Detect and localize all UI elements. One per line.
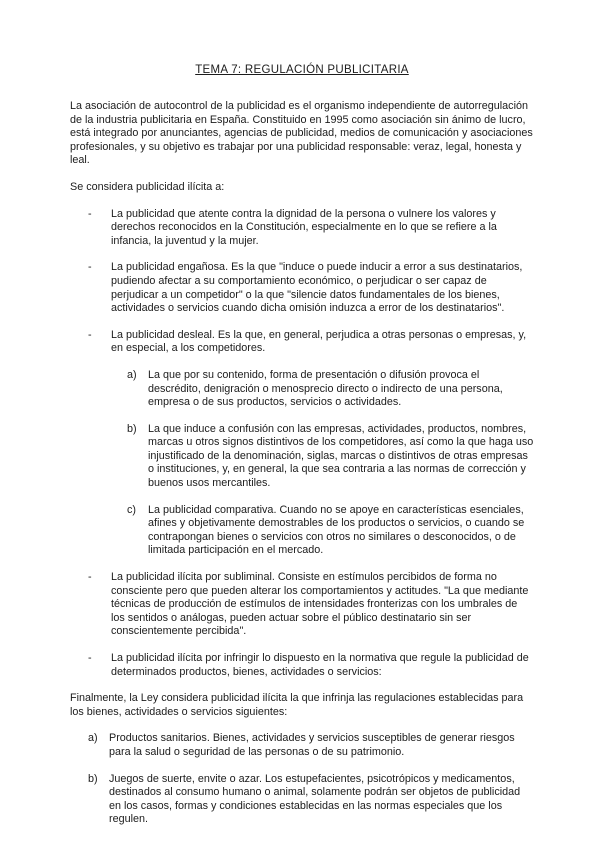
letter-marker: a) — [127, 368, 137, 381]
bottom-list-item-text: Productos sanitarios. Bienes, actividades y servicios susceptibles de generar riesgos para la salud o seguridad de las personas o de su patrimonio. — [109, 732, 515, 758]
sublist-item-text: La que por su contenido, forma de presentación o difusión provoca el descrédito, denigración o menosprecio directo o indirecto de una persona, empresa o de sus productos, servicios o actividades. — [148, 368, 503, 409]
bottom-list-item-text: Juegos de suerte, envite o azar. Los estupefacientes, psicotrópicos y medicamentos, destinados al consumo humano o animal, solamente podrán ser objetos de publicidad en los casos, formas y condiciones establecidas en las normas especiales que los regulen. — [109, 772, 521, 826]
considera-paragraph: Se considera publicidad ilícita a: — [70, 180, 225, 193]
list-item — [70, 571, 534, 639]
list-item-text: La publicidad ilícita por infringir lo dispuesto en la normativa que regule la publicidad de determinados productos, bienes, actividades o servicios: — [111, 652, 529, 678]
sublist-item-text: La que induce a confusión con las empresas, actividades, productos, nombres, marcas u otros signos distintivos de los competidores, así como la que haga uso injustificado de la denominación, siglas, marcas o distintivos de otras empresas o instituciones, y, en general, la que sea contraria a las normas de corrección y buenos usos mercantiles. — [148, 422, 534, 490]
letter-marker: c) — [127, 503, 136, 516]
dash-marker: - — [88, 261, 92, 274]
list-item-text: La publicidad desleal. Es la que, en general, perjudica a otras personas o empresas, y, en especial, a los competidores. — [111, 328, 527, 355]
list-item — [70, 208, 534, 249]
sublist-item — [70, 423, 534, 491]
sublist-item-text: La publicidad comparativa. Cuando no se apoye en características esenciales, afines y objetivamente demostrables de los productos o servicios, o cuando se contrapongan bienes o servicios con otros no similares o desconocidos, o de limitada participación en el mercado. — [148, 503, 525, 557]
dash-marker: - — [88, 207, 92, 220]
dash-marker: - — [88, 652, 92, 664]
page-title: TEMA 7: REGULACIÓN PUBLICITARIA — [195, 64, 409, 76]
list-item — [70, 261, 534, 315]
bottom-list-item — [70, 773, 534, 827]
dash-marker: - — [88, 571, 92, 584]
list-item — [70, 652, 534, 679]
list-item-text: La publicidad que atente contra la dignidad de la persona o vulnere los valores y derechos reconocidos en la Constitución, especialmente en lo que se refiere a la infancia, la juventud y la mujer. — [111, 207, 497, 247]
bottom-list-item — [70, 732, 534, 759]
list-item-text: La publicidad ilícita por subliminal. Consiste en estímulos percibidos de forma no consciente pero que pueden alterar los comportamientos y actitudes. "La que mediante técnicas de producción de estímulos de intensidades fronterizas con los umbrales de los sentidos o análogas, pueden actuar sobre el público destinatario sin ser conscientemente percibida". — [111, 571, 529, 638]
letter-marker: b) — [127, 422, 137, 435]
list-item — [70, 329, 534, 356]
dash-marker: - — [88, 328, 92, 341]
sublist-item — [70, 369, 534, 410]
letter-marker: a) — [88, 732, 98, 745]
finalmente-paragraph: Finalmente, la Ley considera publicidad ilícita la que infrinja las regulaciones establecidas para los bienes, actividades o servicios siguientes: — [70, 692, 524, 718]
list-item-text: La publicidad engañosa. Es la que "induce o puede inducir a error a sus destinatarios, pudiendo afectar a su comportamiento económico, o perjudicar o ser capaz de perjudicar a un competidor" o la que "silencie datos fundamentales de los bienes, actividades o servicios cuando dicha omisión induzca a error de los destinatarios". — [111, 261, 523, 315]
intro-paragraph: La asociación de autocontrol de la publicidad es el organismo independiente de autorregulación de la industria publicitaria en España. Constituido en 1995 como asociación sin ánimo de lucro, está integrado por anunciantes, agencias de publicidad, medios de comunicación y asociaciones profesionales, y su objetivo es trabajar por una publicidad responsable: veraz, legal, honesta y leal. — [70, 100, 533, 167]
sublist-item — [70, 504, 534, 558]
letter-marker: b) — [88, 772, 98, 785]
